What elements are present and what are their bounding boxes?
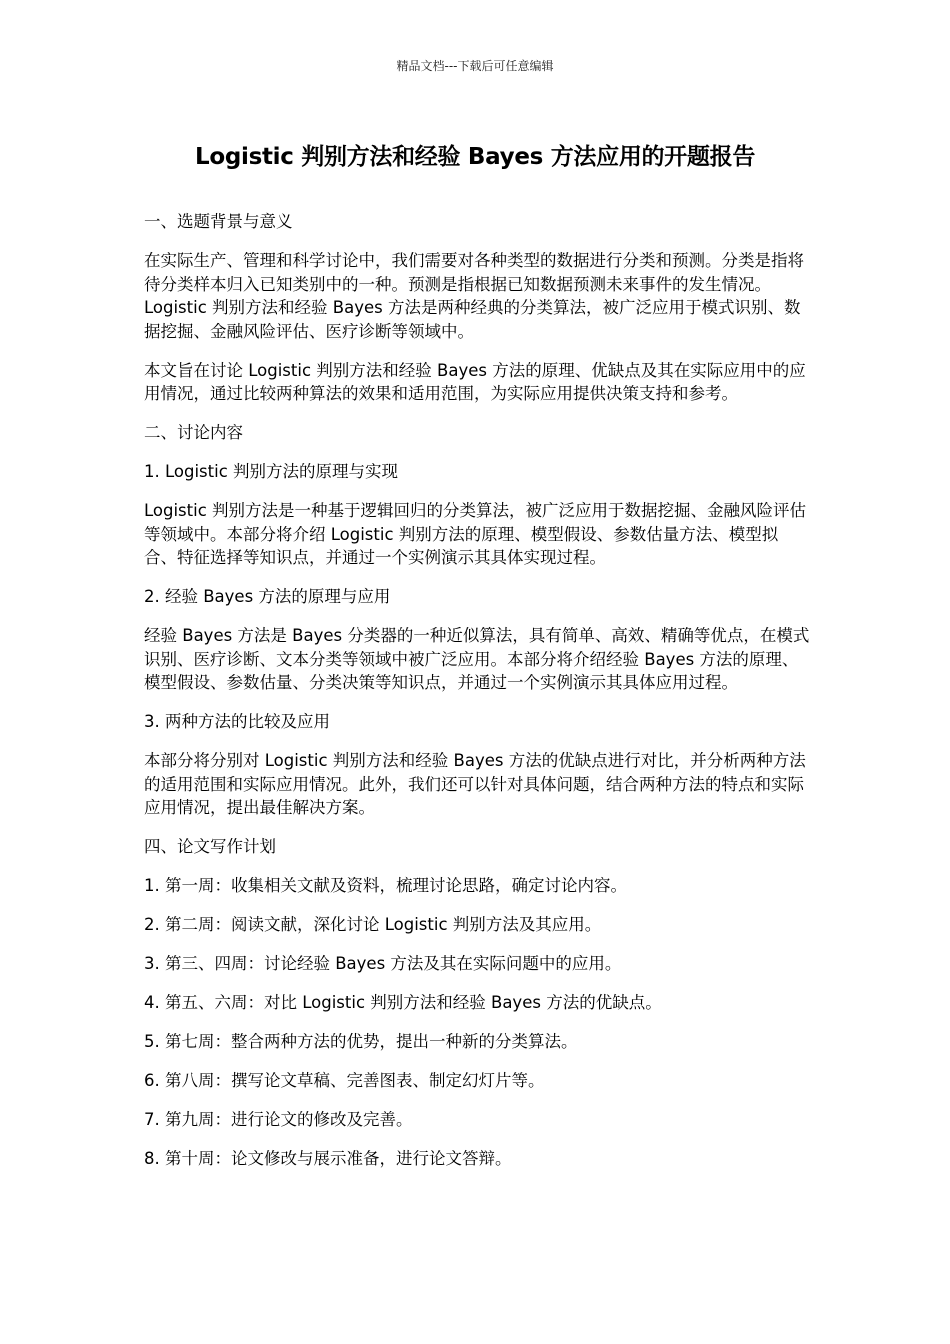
document-body <box>144 210 810 1186</box>
section-heading-plan: 四、论文写作计划 <box>144 837 276 856</box>
plan-item: 1. 第一周：收集相关文献及资料，梳理讨论思路，确定讨论内容。 <box>144 876 627 895</box>
section-heading-background: 一、选题背景与意义 <box>144 212 293 231</box>
paragraph-bayes: 经验 Bayes 方法是 Bayes 分类器的一种近似算法，具有简单、高效、精确等优点，在模式识别、医疗诊断、文本分类等领域中被广泛应用。本部分将介绍经验 Bayes 方法的原理、模型假设、参数估量、分类决策等知识点，并通过一个实例演示其具体应用过程。 <box>144 626 810 692</box>
paragraph-purpose: 本文旨在讨论 Logistic 判别方法和经验 Bayes 方法的原理、优缺点及其在实际应用中的应用情况，通过比较两种算法的效果和适用范围，为实际应用提供决策支持和参考。 <box>144 360 806 403</box>
paragraph-background: 在实际生产、管理和科学讨论中，我们需要对各种类型的数据进行分类和预测。分类是指将待分类样本归入已知类别中的一种。预测是指根据已知数据预测未来事件的发生情况。Logistic 判别方法和经验 Bayes 方法是两种经典的分类算法，被广泛应用于模式识别、数据挖掘、金融风险评估、医疗诊断等领域中。 <box>144 251 804 341</box>
subheading-comparison: 3. 两种方法的比较及应用 <box>144 712 330 731</box>
paragraph-comparison: 本部分将分别对 Logistic 判别方法和经验 Bayes 方法的优缺点进行对比，并分析两种方法的适用范围和实际应用情况。此外，我们还可以针对具体问题，结合两种方法的特点和实际应用情况，提出最佳解决方案。 <box>144 751 806 817</box>
plan-item: 8. 第十周：论文修改与展示准备，进行论文答辩。 <box>144 1149 512 1168</box>
plan-item: 5. 第七周：整合两种方法的优势，提出一种新的分类算法。 <box>144 1032 578 1051</box>
subheading-bayes: 2. 经验 Bayes 方法的原理与应用 <box>144 587 391 606</box>
section-heading-content: 二、讨论内容 <box>144 423 243 442</box>
header-note: 精品文档---下载后可任意编辑 <box>396 59 554 73</box>
plan-item: 6. 第八周：撰写论文草稿、完善图表、制定幻灯片等。 <box>144 1071 545 1090</box>
plan-item: 4. 第五、六周：对比 Logistic 判别方法和经验 Bayes 方法的优缺点。 <box>144 993 662 1012</box>
plan-item: 3. 第三、四周：讨论经验 Bayes 方法及其在实际问题中的应用。 <box>144 954 622 973</box>
subheading-logistic: 1. Logistic 判别方法的原理与实现 <box>144 462 399 481</box>
document-title: Logistic 判别方法和经验 Bayes 方法应用的开题报告 <box>194 144 756 170</box>
paragraph-logistic: Logistic 判别方法是一种基于逻辑回归的分类算法，被广泛应用于数据挖掘、金融风险评估等领域中。本部分将介绍 Logistic 判别方法的原理、模型假设、参数估量方法、模型拟合、特征选择等知识点，并通过一个实例演示其具体实现过程。 <box>144 501 807 567</box>
plan-item: 2. 第二周：阅读文献，深化讨论 Logistic 判别方法及其应用。 <box>144 915 602 934</box>
plan-item: 7. 第九周：进行论文的修改及完善。 <box>144 1110 413 1129</box>
